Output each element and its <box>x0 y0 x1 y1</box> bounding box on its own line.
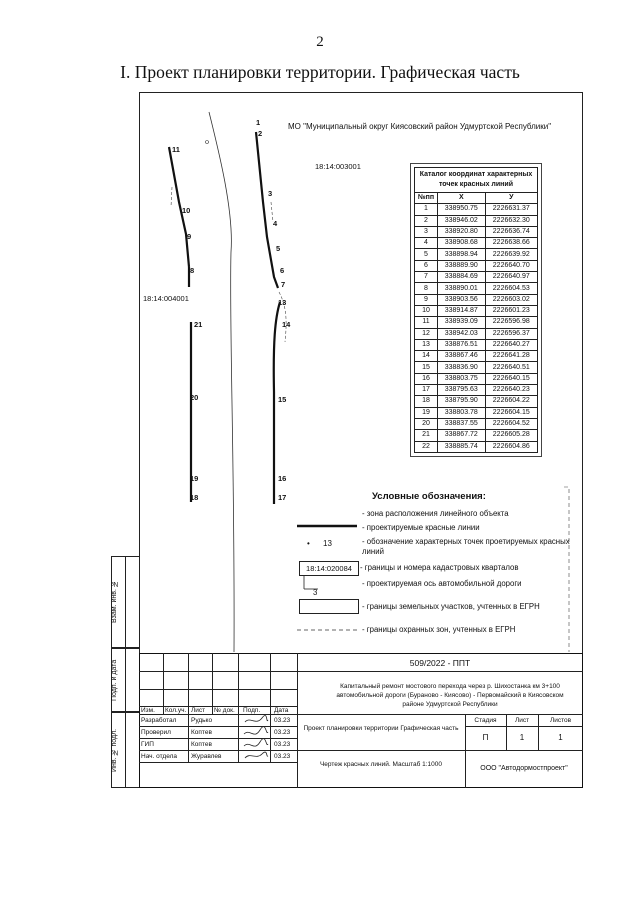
table-row <box>415 305 538 316</box>
staff-role: Нач. отдела <box>141 753 177 760</box>
legend-parcel-sample <box>299 599 359 614</box>
document-code: 509/2022 - ППТ <box>409 658 471 668</box>
table-row <box>415 418 538 429</box>
catalog-title: Каталог координат характерных точек красных линий <box>414 167 538 192</box>
point-label: 18 <box>190 493 199 502</box>
cell: 21 <box>415 430 438 441</box>
cell: 2 <box>415 215 438 226</box>
tb-line <box>139 726 297 727</box>
point-label: 5 <box>276 244 281 253</box>
catalog-header: №пп <box>415 193 438 204</box>
tb-header: Лист <box>191 707 206 714</box>
staff-role: Разработал <box>141 717 177 724</box>
catalog-table <box>414 192 538 453</box>
staff-name: Коптев <box>191 741 212 748</box>
table-row <box>415 215 538 226</box>
cell: 8 <box>415 283 438 294</box>
legend-title: Условные обозначения: <box>372 491 486 502</box>
cell: 338920.80 <box>438 226 486 237</box>
table-row <box>415 407 538 418</box>
cell: 2226632.30 <box>485 215 537 226</box>
side-label-replace: Взам. инв. № <box>111 580 118 624</box>
cell: 2226603.02 <box>485 294 537 305</box>
tb-line <box>188 714 189 762</box>
point-label: 2 <box>258 129 263 138</box>
side-divider <box>125 556 126 788</box>
cell: 2226640.97 <box>485 272 537 283</box>
tb-line <box>465 726 583 727</box>
tb-line <box>465 714 466 788</box>
table-row <box>415 430 538 441</box>
staff-name: Рудько <box>191 717 213 724</box>
mo-label: МО "Муниципальный округ Киясовский район Удмуртской Республики" <box>288 122 552 131</box>
legend-item: - границы земельных участков, учтенных в ЕГРН <box>362 602 540 611</box>
point-label: 20 <box>190 393 199 402</box>
legend-item: - проектируемая ось автомобильной дороги <box>362 579 522 588</box>
point-label: 15 <box>278 395 287 404</box>
cell: 2226596.98 <box>485 317 537 328</box>
cell: 2226640.27 <box>485 339 537 350</box>
stage-value: П <box>482 733 489 742</box>
cell: 15 <box>415 362 438 373</box>
cell: 9 <box>415 294 438 305</box>
cell: 2226596.37 <box>485 328 537 339</box>
legend-item: - обозначение характерных точек проетируемых красных линий <box>362 537 570 556</box>
cell: 338942.03 <box>438 328 486 339</box>
tb-line <box>139 762 297 763</box>
cell: 338884.69 <box>438 272 486 283</box>
cadastral-quarter-1: 18:14:003001 <box>315 162 361 171</box>
cell: 7 <box>415 272 438 283</box>
cell: 338803.78 <box>438 407 486 418</box>
cell: 18 <box>415 396 438 407</box>
project-title: Капитальный ремонт мостового перехода через р. Шихостанка км 3+100 автомобильной дороги (Бураново - Киясово) - Первомайский в Киясовском районе Удмуртской Республики <box>336 683 564 708</box>
cell: 2226604.52 <box>485 418 537 429</box>
tb-header: № док. <box>214 707 235 714</box>
cell: 338867.72 <box>438 430 486 441</box>
tb-header: Подп. <box>243 707 261 714</box>
cell: 338890.01 <box>438 283 486 294</box>
sheet-value: 1 <box>519 733 525 742</box>
point-label: 6 <box>280 266 285 275</box>
stage-label: Стадия <box>474 717 497 724</box>
tb-line <box>139 750 583 751</box>
table-row <box>415 260 538 271</box>
tb-header: Дата <box>274 707 289 714</box>
sheets-label: Листов <box>549 717 572 724</box>
legend-item: - границы и номера кадастровых кварталов <box>360 563 519 572</box>
tb-line <box>270 653 271 762</box>
tb-line <box>163 653 164 714</box>
point-label: 16 <box>278 474 287 483</box>
cell: 338867.46 <box>438 351 486 362</box>
side-label-sign: Подп. и дата <box>111 659 118 701</box>
table-row <box>415 226 538 237</box>
table-row <box>415 385 538 396</box>
table-row <box>415 396 538 407</box>
cell: 338795.63 <box>438 385 486 396</box>
legend-red-line-sample <box>297 523 359 529</box>
cell: 338889.90 <box>438 260 486 271</box>
tb-line <box>139 738 297 739</box>
cell: 1 <box>415 204 438 215</box>
staff-date: 03.23 <box>274 741 291 748</box>
point-label: 19 <box>190 474 199 483</box>
table-row <box>415 317 538 328</box>
staff-date: 03.23 <box>274 753 291 760</box>
cell: 12 <box>415 328 438 339</box>
point-label: 4 <box>273 219 278 228</box>
coordinate-catalog <box>410 163 542 457</box>
cell: 338939.09 <box>438 317 486 328</box>
cell: 2226604.15 <box>485 407 537 418</box>
cell: 2226631.37 <box>485 204 537 215</box>
point-label: 17 <box>278 493 287 502</box>
cell: 338903.56 <box>438 294 486 305</box>
tb-header: Кол.уч. <box>165 707 187 714</box>
cell: 14 <box>415 351 438 362</box>
cell: 2226604.22 <box>485 396 537 407</box>
cell: 4 <box>415 238 438 249</box>
drawing-title: Чертеж красных линий. Масштаб 1:1000 <box>319 761 443 768</box>
tb-line <box>139 671 583 672</box>
cell: 338908.68 <box>438 238 486 249</box>
cell: 2226640.70 <box>485 260 537 271</box>
point-label: 8 <box>190 266 195 275</box>
cell: 338837.55 <box>438 418 486 429</box>
catalog-header-row <box>415 193 538 204</box>
tb-header: Изм. <box>141 707 155 714</box>
tb-line <box>188 653 189 714</box>
table-row <box>415 373 538 384</box>
staff-name: Коптев <box>191 729 212 736</box>
catalog-header: У <box>485 193 537 204</box>
cadastral-quarter-2: 18:14:004001 <box>143 294 189 303</box>
table-row <box>415 328 538 339</box>
cell: 2226639.92 <box>485 249 537 260</box>
point-label: 13 <box>278 298 287 307</box>
legend-item: - проектируемые красные линии <box>362 523 480 532</box>
table-row <box>415 294 538 305</box>
cell: 22 <box>415 441 438 452</box>
cell: 2226640.23 <box>485 385 537 396</box>
cell: 17 <box>415 385 438 396</box>
cell: 2226636.74 <box>485 226 537 237</box>
cell: 10 <box>415 305 438 316</box>
cell: 2226604.86 <box>485 441 537 452</box>
table-row <box>415 249 538 260</box>
staff-role: Проверил <box>141 729 171 736</box>
cell: 2226640.15 <box>485 373 537 384</box>
cell: 6 <box>415 260 438 271</box>
table-row <box>415 238 538 249</box>
section-heading: I. Проект планировки территории. Графическая часть <box>120 62 520 82</box>
table-row <box>415 204 538 215</box>
cell: 338946.02 <box>438 215 486 226</box>
tb-line <box>139 714 583 715</box>
sheets-value: 1 <box>558 733 563 742</box>
cell: 3 <box>415 226 438 237</box>
cell: 338914.87 <box>438 305 486 316</box>
organization: ООО "Автодормостпроект" <box>480 765 568 772</box>
side-label-inventory: Инв. № подл. <box>111 728 118 772</box>
point-label: 14 <box>282 320 291 329</box>
signatures <box>242 714 270 762</box>
cell: 20 <box>415 418 438 429</box>
cell: 2226640.51 <box>485 362 537 373</box>
cell: 338795.90 <box>438 396 486 407</box>
staff-date: 03.23 <box>274 717 291 724</box>
table-row <box>415 339 538 350</box>
table-row <box>415 351 538 362</box>
cell: 11 <box>415 317 438 328</box>
legend-point-sample: 13 <box>323 539 332 548</box>
tb-line <box>297 653 298 788</box>
legend-item: - границы охранных зон, учтенных в ЕГРН <box>362 625 516 634</box>
point-label: 1 <box>256 118 261 127</box>
cell: 338885.74 <box>438 441 486 452</box>
legend-item: - зона расположения линейного объекта <box>362 509 509 518</box>
page-number: 2 <box>316 34 324 50</box>
cell: 2226604.53 <box>485 283 537 294</box>
table-row <box>415 362 538 373</box>
cell: 338836.90 <box>438 362 486 373</box>
table-row <box>415 441 538 452</box>
cell: 16 <box>415 373 438 384</box>
catalog-header: X <box>438 193 486 204</box>
cell: 338876.51 <box>438 339 486 350</box>
point-label: 21 <box>194 320 203 329</box>
point-label: 3 <box>268 189 273 198</box>
legend-zone-sample <box>297 627 359 633</box>
cell: 2226601.23 <box>485 305 537 316</box>
legend-cadastral-sample: 18:14:020084 <box>299 561 359 576</box>
table-row <box>415 272 538 283</box>
cell: 338950.75 <box>438 204 486 215</box>
cell: 2226638.66 <box>485 238 537 249</box>
point-label: 10 <box>182 206 191 215</box>
cell: 5 <box>415 249 438 260</box>
point-label: 7 <box>281 280 286 289</box>
table-row <box>415 283 538 294</box>
point-label: 9 <box>187 232 192 241</box>
cell: 2226641.28 <box>485 351 537 362</box>
tb-line <box>238 653 239 762</box>
sheet-label: Лист <box>514 717 530 724</box>
staff-name: Журавлев <box>191 753 222 760</box>
sheet-title: Проект планировки территории Графическая часть <box>303 725 459 732</box>
legend-point-dot: • <box>307 539 310 548</box>
cell: 2226605.28 <box>485 430 537 441</box>
cell: 338898.94 <box>438 249 486 260</box>
staff-date: 03.23 <box>274 729 291 736</box>
legend-axis-number: 3 <box>313 588 318 597</box>
cell: 19 <box>415 407 438 418</box>
point-label: 11 <box>172 145 180 154</box>
cell: 338803.75 <box>438 373 486 384</box>
tb-line <box>212 653 213 714</box>
cell: 13 <box>415 339 438 350</box>
staff-role: ГИП <box>141 741 154 748</box>
